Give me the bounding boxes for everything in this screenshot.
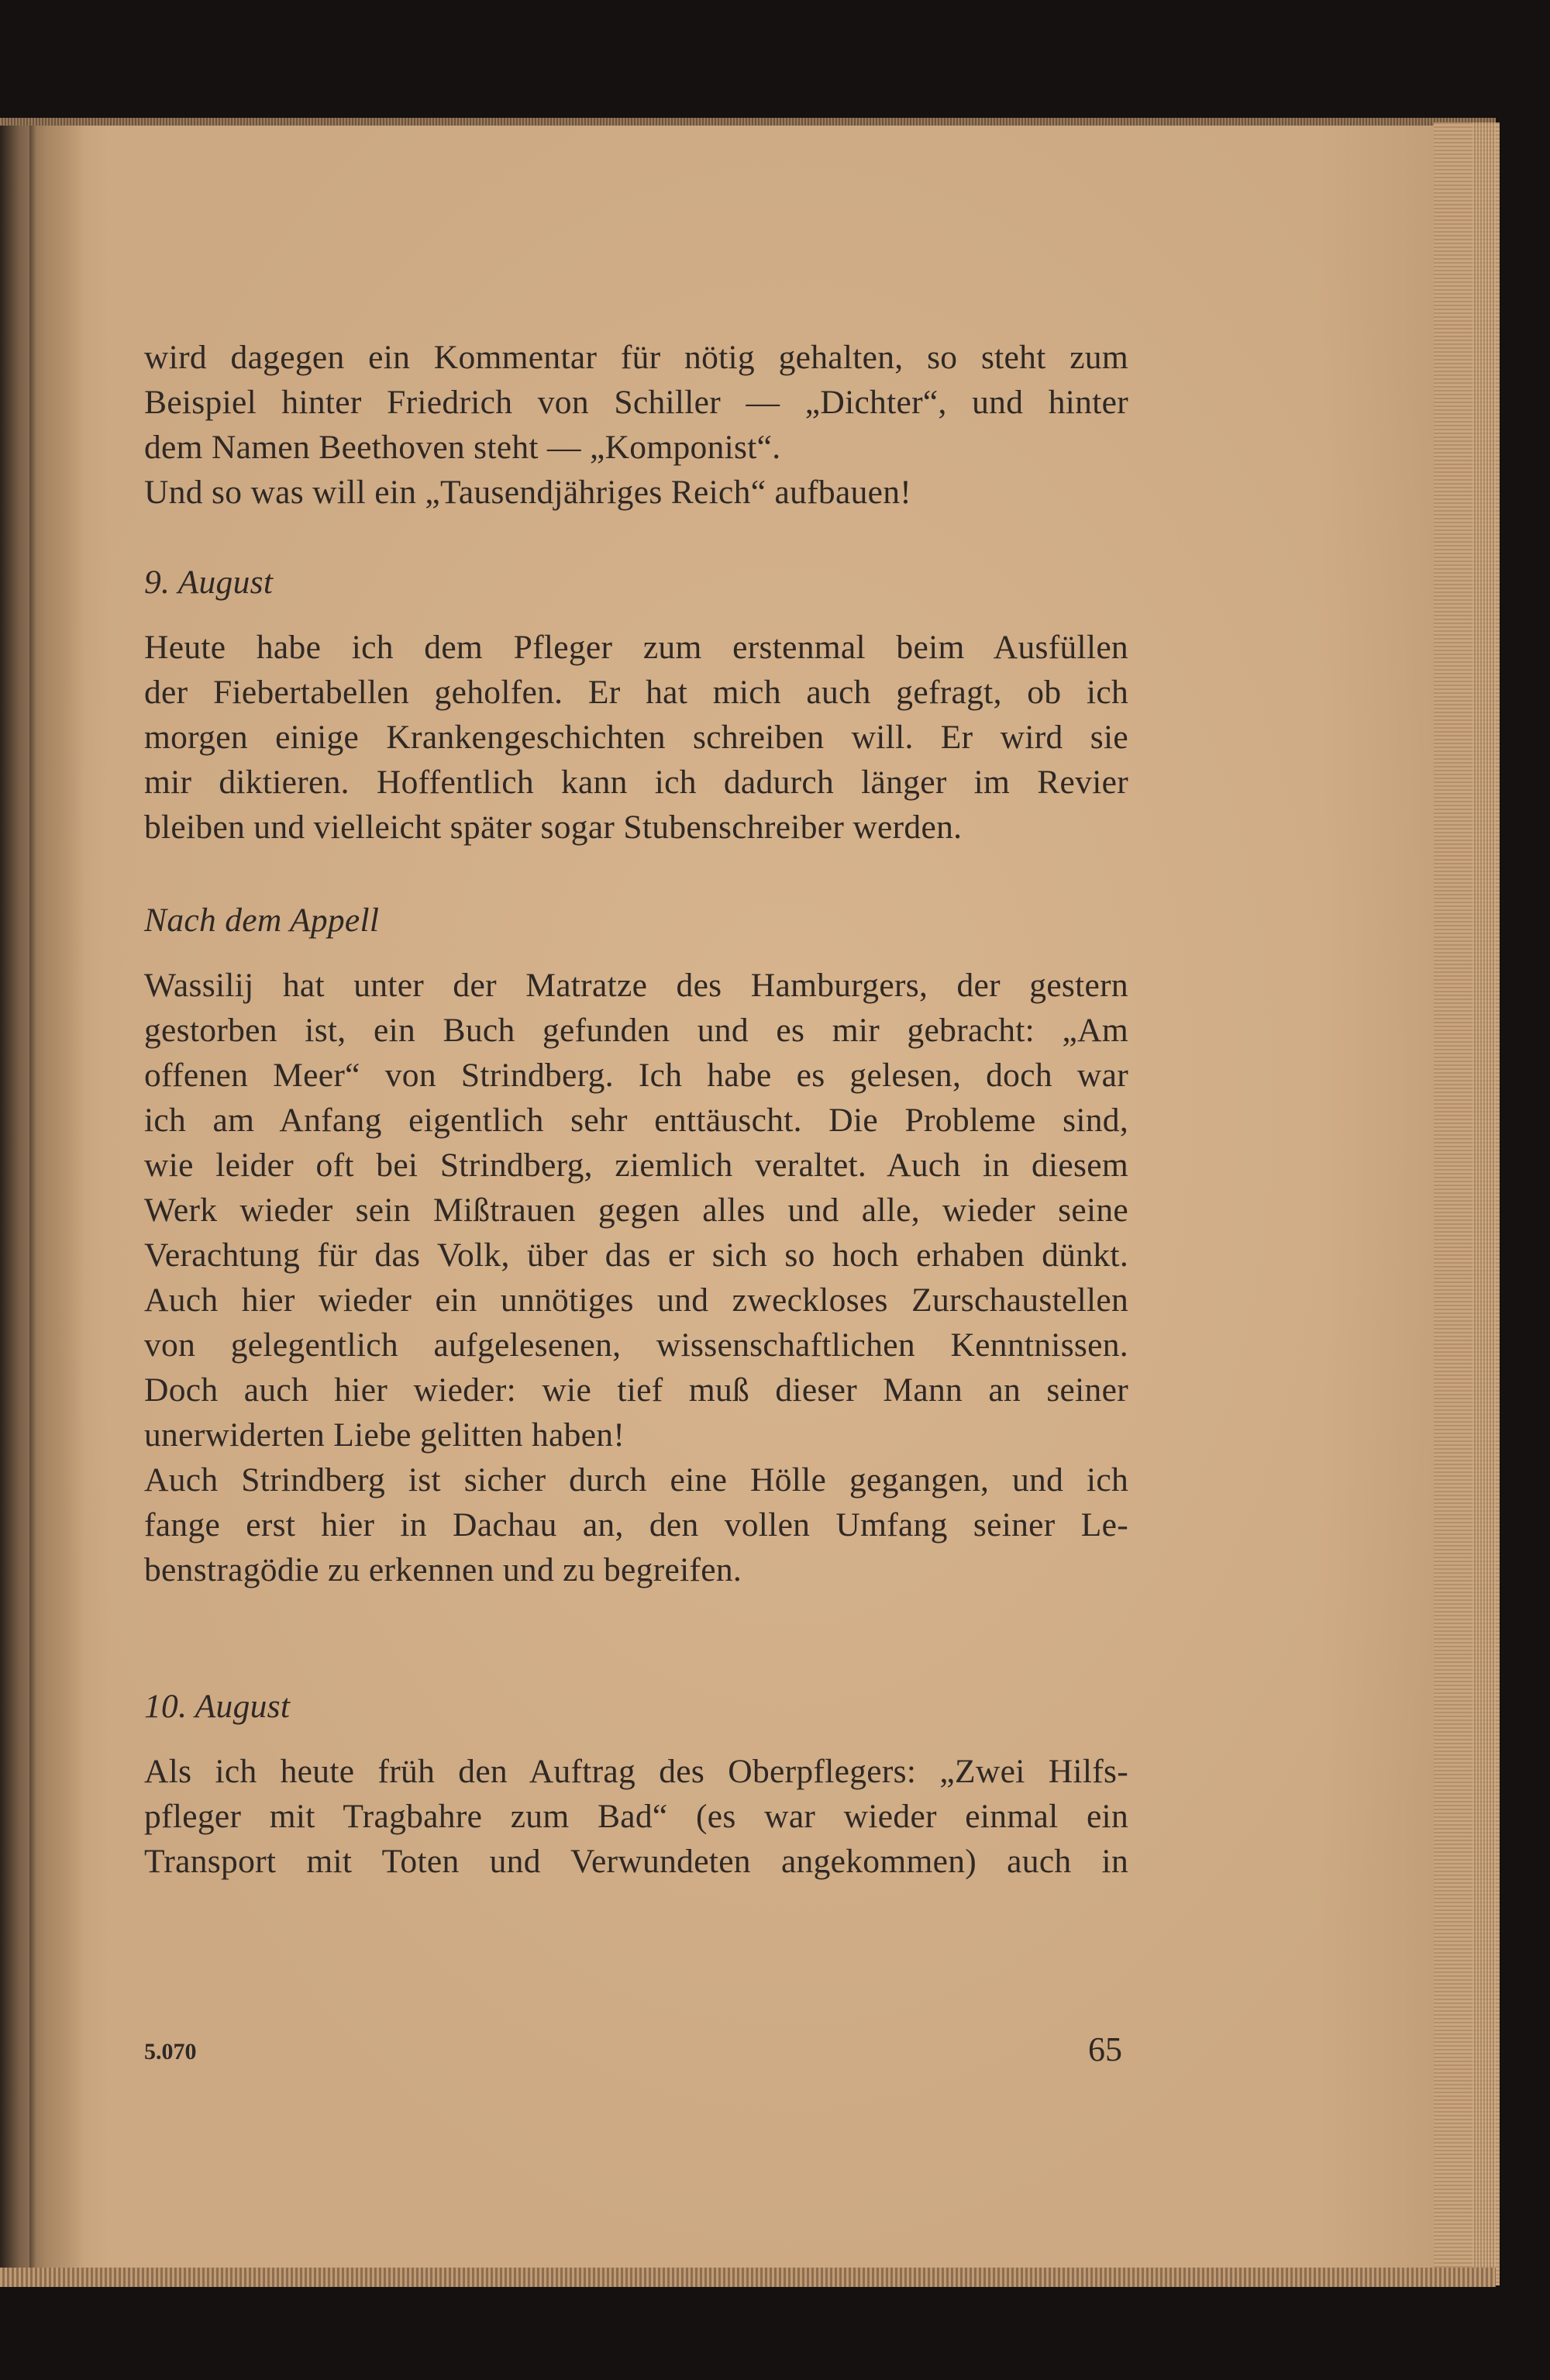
- body-line: ich am Anfang eigentlich sehr enttäuscht. Die Probleme sind,: [144, 1102, 1128, 1139]
- page-edges-right-texture: [1472, 122, 1496, 2285]
- page-edges-bottom: [0, 2268, 1496, 2287]
- body-line: Werk wieder sein Mißtrauen gegen alles und alle, wieder seine: [144, 1192, 1128, 1229]
- body-line: Verachtung für das Volk, über das er sich so hoch erhaben dünkt.: [144, 1237, 1128, 1274]
- body-line: mir diktieren. Hoffentlich kann ich dadurch länger im Revier: [144, 764, 1128, 801]
- page-edge-top: [0, 118, 1496, 126]
- spacer: [144, 614, 1128, 625]
- date-heading: 9. August: [144, 564, 274, 601]
- signature-mark: 5.070: [144, 2039, 197, 2064]
- body-line: Auch Strindberg ist sicher durch eine Hölle gegangen, und ich: [144, 1461, 1128, 1499]
- spacer: [144, 850, 1128, 898]
- body-line: morgen einige Krankengeschichten schreiben will. Er wird sie: [144, 719, 1128, 756]
- page-fold: [29, 122, 36, 2285]
- body-line: Als ich heute früh den Auftrag des Oberpflegers: „Zwei Hilfs-: [144, 1753, 1128, 1790]
- body-line: Beispiel hinter Friedrich von Schiller — „Dichter“, und hinter: [144, 384, 1128, 421]
- body-line: offenen Meer“ von Strindberg. Ich habe es gelesen, doch war: [144, 1057, 1128, 1094]
- body-line: wie leider oft bei Strindberg, ziemlich veraltet. Auch in diesem: [144, 1147, 1128, 1184]
- body-line: Wassilij hat unter der Matratze des Hamburgers, der gestern: [144, 967, 1128, 1004]
- date-heading: 10. August: [144, 1688, 291, 1725]
- body-line: gestorben ist, ein Buch gefunden und es mir gebracht: „Am: [144, 1012, 1128, 1049]
- section-heading: Nach dem Appell: [144, 902, 380, 939]
- body-line: Heute habe ich dem Pfleger zum erstenmal beim Ausfüllen: [144, 629, 1128, 666]
- body-line: Doch auch hier wieder: wie tief muß dieser Mann an seiner: [144, 1371, 1128, 1409]
- spacer: [144, 1738, 1128, 1749]
- body-line: Auch hier wieder ein unnötiges und zweckloses Zurschaustellen: [144, 1281, 1128, 1319]
- body-line: unerwiderten Liebe gelitten haben!: [144, 1416, 625, 1454]
- body-line: dem Namen Beethoven steht — „Komponist“.: [144, 429, 781, 466]
- body-line: von gelegentlich aufgelesenen, wissenschaftlichen Kenntnissen.: [144, 1326, 1128, 1364]
- body-line: Und so was will ein „Tausendjähriges Reich“ aufbauen!: [144, 474, 912, 511]
- page-number: 65: [1088, 2030, 1122, 2068]
- spacer: [144, 1592, 1128, 1684]
- body-line: Transport mit Toten und Verwundeten angekommen) auch in: [144, 1843, 1128, 1880]
- body-line: wird dagegen ein Kommentar für nötig gehalten, so steht zum: [144, 339, 1128, 376]
- spacer: [144, 955, 1128, 963]
- body-line: benstragödie zu erkennen und zu begreifen.: [144, 1551, 742, 1588]
- spacer: [144, 515, 1128, 560]
- page-body: [144, 335, 1128, 1884]
- body-line: der Fiebertabellen geholfen. Er hat mich auch gefragt, ob ich: [144, 674, 1128, 711]
- book-gutter: [0, 122, 85, 2285]
- body-line: fange erst hier in Dachau an, den vollen Umfang seiner Le-: [144, 1506, 1128, 1544]
- body-line: pfleger mit Tragbahre zum Bad“ (es war wieder einmal ein: [144, 1798, 1128, 1835]
- body-line: bleiben und vielleicht später sogar Stubenschreiber werden.: [144, 809, 963, 846]
